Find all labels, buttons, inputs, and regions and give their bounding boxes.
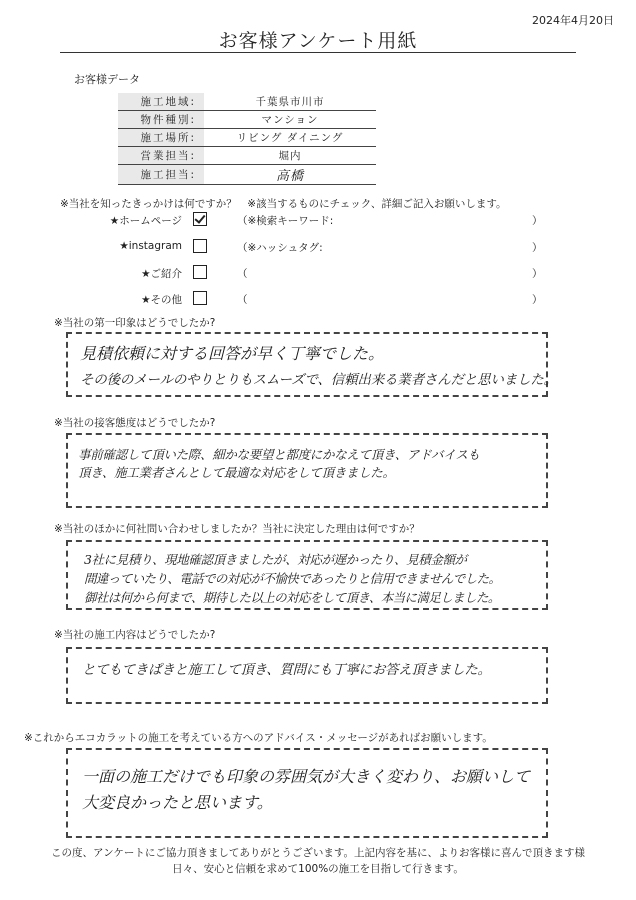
answer-line: 頂き、施工業者さんとして最適な対応をして頂きました。 [78,465,395,480]
sales-rep-label: 営業担当: [118,147,204,165]
option-detail: （ [237,268,248,280]
source-option-other [0,290,636,310]
installer-label: 施工担当: [118,165,204,185]
sales-rep-value: 堀内 [204,147,376,165]
option-label: ★instagram [119,240,182,252]
area-value: 千葉県市川市 [204,93,376,111]
table-row [118,93,376,111]
homepage-checkbox[interactable] [193,212,207,226]
option-close: ） [532,294,543,306]
source-question: ※当社を知ったきっかけは何ですか？ ※該当するものにチェック、詳細ご記入お願いします。 [60,198,507,210]
area-label: 施工地域: [118,93,204,111]
answer-line: 3社に見積り、現地確認頂きましたが、対応が遅かったり、見積金額が [84,552,467,567]
work-quality-answer-box [66,647,548,704]
first-impression-answer-box [66,332,557,397]
table-row [118,165,376,185]
page-title: お客様アンケート用紙 [218,30,418,52]
staff-attitude-answer-box [66,433,548,508]
source-option-referral [0,264,636,284]
option-label: ★ホームページ [109,215,182,227]
option-detail: （ [237,294,248,306]
first-impression-question: ※当社の第一印象はどうでしたか? [54,317,216,329]
source-option-homepage [0,211,636,231]
answer-line: その後のメールのやりとりもスムーズで、信頼出来る業者さんだと思いました。 [80,372,557,388]
table-row [118,111,376,129]
answer-line: 御社は何から何まで、期待した以上の対応をして頂き、本当に満足しました。 [84,590,500,605]
answer-line: とてもてきぱきと施工して頂き、質問にも丁寧にお答え頂きました。 [82,662,491,678]
answer-line: 大変良かったと思います。 [82,793,273,812]
survey-date: 2024年4月20日 [532,14,614,27]
installer-value: 高橋 [204,165,376,185]
other-checkbox[interactable] [193,291,207,305]
option-detail: （※検索キーワード: [237,215,334,227]
staff-attitude-question: ※当社の接客態度はどうでしたか? [54,417,216,429]
answer-line: 間違っていたり、電話での対応が不愉快であったりと信用できませんでした。 [84,571,501,586]
customer-data-table [118,93,376,185]
table-row [118,129,376,147]
option-detail: （※ハッシュタグ: [237,242,323,254]
advice-question: ※これからエコカラットの施工を考えている方へのアドバイス・メッセージがあればお願いします。 [24,732,493,744]
source-option-instagram [0,238,636,258]
other-companies-question: ※当社のほかに何社問い合わせしましたか？当社に決定した理由は何ですか？ [54,523,420,535]
referral-checkbox[interactable] [193,265,207,279]
footer-line: 日々、安心と信頼を求めて100%の施工を目指して行きます。 [172,863,464,875]
table-row [118,147,376,165]
answer-line: 見積依頼に対する回答が早く丁寧でした。 [80,344,385,363]
instagram-checkbox[interactable] [193,239,207,253]
option-close: ） [532,215,543,227]
customer-data-heading: お客様データ [74,73,140,86]
other-companies-answer-box [66,540,548,610]
footer-message [0,845,636,877]
install-place-label: 施工場所: [118,129,204,147]
option-close: ） [532,242,543,254]
footer-line: この度、アンケートにご協力頂きましてありがとうございます。上記内容を基に、よりお客様に喜んで頂きます様 [50,847,586,859]
install-place-value: リビング ダイニング [204,129,376,147]
work-quality-question: ※当社の施工内容はどうでしたか? [54,629,216,641]
property-type-value: マンション [204,111,376,129]
option-close: ） [532,268,543,280]
property-type-label: 物件種別: [118,111,204,129]
title-underline [60,52,576,53]
option-label: ★その他 [141,294,182,306]
option-label: ★ご紹介 [141,268,182,280]
advice-answer-box [66,748,548,838]
answer-line: 事前確認して頂いた際、細かな要望と都度にかなえて頂き、アドバイスも [78,447,480,462]
answer-line: 一面の施工だけでも印象の雰囲気が大きく変わり、お願いして [82,767,531,786]
